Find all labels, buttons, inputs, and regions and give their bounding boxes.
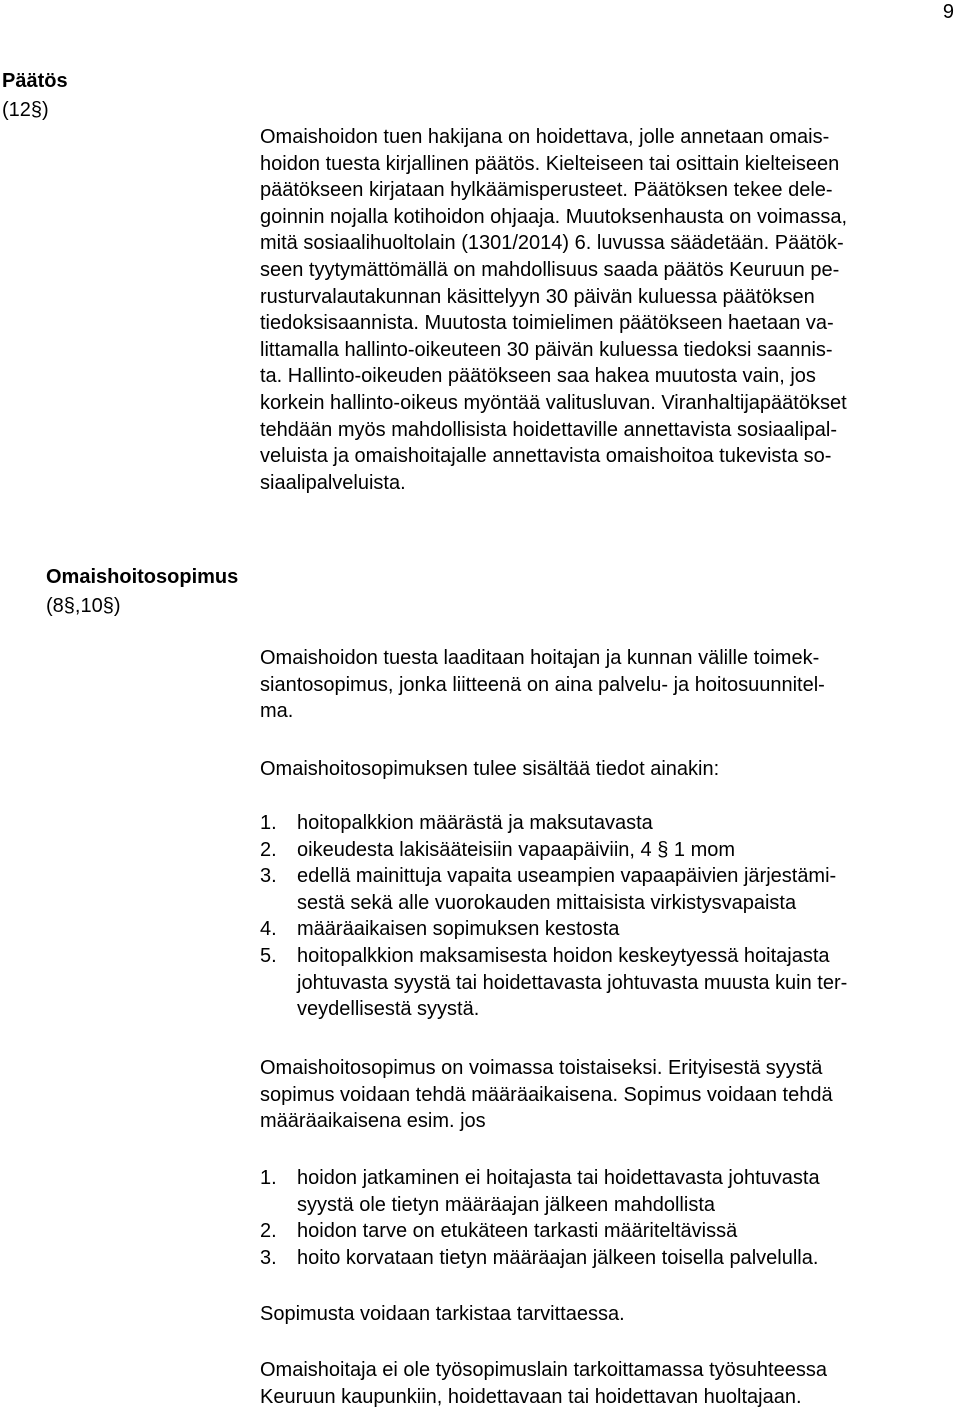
paragraph-line: Keuruun kaupunkiin, hoidettavaan tai hoidettavan huoltajaan. — [260, 1385, 802, 1408]
list-number: 3. — [260, 1246, 277, 1269]
list-item-text: määräaikaisen sopimuksen kestosta — [297, 918, 620, 941]
paragraph-line: hoidon tuesta kirjallinen päätös. Kielteiseen tai osittain kielteiseen — [260, 152, 840, 175]
list-item — [260, 1245, 960, 1272]
paragraph-line: Omaishoidon tuesta laaditaan hoitajan ja kunnan välille toimek- — [260, 647, 820, 669]
paragraph-line: Omaishoidon tuen hakijana on hoidettava, jolle annetaan omais- — [260, 126, 830, 148]
list-number: 2. — [260, 1220, 277, 1243]
sopimus-final-paragraph — [260, 1357, 960, 1410]
paragraph-line: ma. — [260, 700, 294, 723]
sopimus-validity-paragraph — [260, 1055, 960, 1135]
list-item-text: johtuvasta syystä tai hoidettavasta johtuvasta muusta kuin ter- — [297, 971, 848, 994]
paragraph-line: päätökseen kirjataan hylkäämisperusteet. Päätöksen tekee dele- — [260, 179, 833, 202]
paragraph-line: korkein hallinto-oikeus myöntää valitusluvan. Viranhaltijapäätökset — [260, 391, 847, 414]
section-heading-paatos: Päätös — [2, 70, 68, 92]
list-item — [260, 916, 960, 943]
section-ref-paatos: (12§) — [2, 99, 49, 121]
paragraph-line: mitä sosiaalihuoltolain (1301/2014) 6. luvussa säädetään. Päätök- — [260, 232, 844, 255]
list-item — [260, 1218, 960, 1245]
sopimus-content-list — [260, 810, 960, 1023]
list-item — [260, 837, 960, 864]
paragraph-line: siantosopimus, jonka liitteenä on aina palvelu- ja hoitosuunnitel- — [260, 673, 825, 696]
paragraph-line: ta. Hallinto-oikeuden päätökseen saa hakea muutosta vain, jos — [260, 365, 816, 388]
section-heading-omaishoitosopimus: Omaishoitosopimus — [46, 566, 239, 588]
list-item-text: edellä mainittuja vapaita useampien vapaapäivien järjestämi- — [297, 865, 837, 888]
paragraph-line: seen tyytymättömällä on mahdollisuus saada päätös Keuruun pe- — [260, 258, 840, 281]
content-heading-text: Omaishoitosopimuksen tulee sisältää tiedot ainakin: — [260, 758, 720, 780]
list-item-text: veydellisestä syystä. — [297, 998, 480, 1021]
section-ref-omaishoitosopimus: (8§,10§) — [46, 595, 121, 617]
list-item-text: hoitopalkkion määrästä ja maksutavasta — [297, 812, 653, 834]
sopimus-review-paragraph — [260, 1301, 960, 1328]
paatos-paragraph — [260, 124, 960, 496]
paragraph-line: Omaishoitaja ei ole työsopimuslain tarkoittamassa työsuhteessa — [260, 1359, 827, 1381]
list-number: 1. — [260, 1167, 277, 1189]
paragraph-line: Omaishoitosopimus on voimassa toistaiseksi. Erityisestä syystä — [260, 1057, 823, 1079]
paragraph-line: veluista ja omaishoitajalle annettavista omaishoitoa tukevista so- — [260, 445, 832, 468]
list-number: 2. — [260, 838, 277, 861]
paragraph-line: goinnin nojalla kotihoidon ohjaaja. Muutoksenhausta on voimassa, — [260, 205, 848, 228]
page-number: 9 — [942, 1, 954, 23]
sopimus-intro-paragraph — [260, 645, 960, 725]
list-item-text: hoito korvataan tietyn määräajan jälkeen toisella palvelulla. — [297, 1246, 819, 1269]
paragraph-line: tiedoksisaannista. Muutosta toimielimen päätökseen haetaan va- — [260, 312, 834, 335]
sopimus-fixed-term-list — [260, 1165, 960, 1271]
paragraph-line: sopimus voidaan tehdä määräaikaisena. Sopimus voidaan tehdä — [260, 1083, 833, 1106]
paragraph-line: määräaikaisena esim. jos — [260, 1110, 486, 1133]
list-number: 4. — [260, 918, 277, 941]
list-item — [260, 943, 960, 1023]
list-item — [260, 863, 960, 916]
review-text: Sopimusta voidaan tarkistaa tarvittaessa. — [260, 1303, 625, 1325]
paragraph-line: littamalla hallinto-oikeuteen 30 päivän kuluessa tiedoksi saannis- — [260, 338, 833, 361]
list-item-text: hoidon tarve on etukäteen tarkasti määriteltävissä — [297, 1220, 738, 1243]
paragraph-line: tehdään myös mahdollisista hoidettaville annettavista sosiaalipal- — [260, 418, 837, 441]
sopimus-content-heading — [260, 756, 960, 783]
list-item-text: syystä ole tietyn määräajan jälkeen mahdollista — [297, 1193, 715, 1216]
paragraph-line: rusturvalautakunnan käsittelyyn 30 päivän kuluessa päätöksen — [260, 285, 815, 308]
list-item-text: hoitopalkkion maksamisesta hoidon keskeytyessä hoitajasta — [297, 944, 830, 967]
list-number: 5. — [260, 944, 277, 967]
list-item — [260, 810, 960, 837]
list-item — [260, 1165, 960, 1218]
list-item-text: hoidon jatkaminen ei hoitajasta tai hoidettavasta johtuvasta — [297, 1167, 820, 1189]
list-number: 1. — [260, 812, 277, 834]
list-number: 3. — [260, 865, 277, 888]
paragraph-line: siaalipalveluista. — [260, 471, 406, 494]
list-item-text: oikeudesta lakisääteisiin vapaapäiviin, 4 § 1 mom — [297, 838, 736, 861]
list-item-text: sestä sekä alle vuorokauden mittaisista virkistysvapaista — [297, 891, 797, 914]
